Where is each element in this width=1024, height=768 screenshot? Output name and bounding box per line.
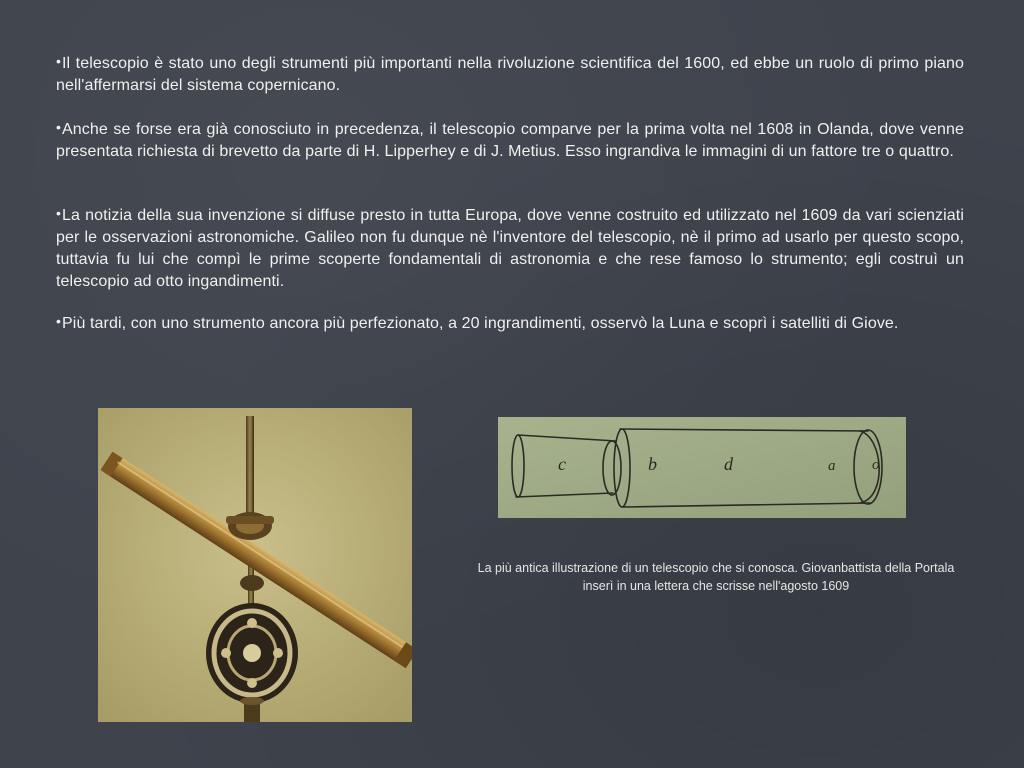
bullet: • xyxy=(56,119,62,135)
paragraph-text: Anche se forse era già conosciuto in precedenza, il telescopio comparve per la prima volta nel 1608 in Olanda, dove venne presentata richiesta di brevetto da parte di H. Lipperhey e di J. Metius. Esso ingrandiva le immagini di un fattore tre o quattro. xyxy=(56,121,964,160)
bullet: • xyxy=(56,313,62,329)
sketch-label-b: b xyxy=(648,454,657,474)
paragraph-galileo-discoveries xyxy=(56,310,964,335)
sketch-label-d: d xyxy=(724,454,733,474)
paragraph-telescope-diffusion xyxy=(56,202,964,293)
telescope-sketch xyxy=(498,417,906,518)
galileo-telescope-photo xyxy=(98,408,412,722)
paragraph-text: La notizia della sua invenzione si diffuse presto in tutta Europa, dove venne costruito ed utilizzato nel 1609 da vari scienziati per le osservazioni astronomiche. Galileo non fu dunque nè l'inventore del telescopio, nè il primo ad usarlo per questo scopo, tuttavia fu lui che compì le prime scoperte fondamentali di astronomia e che rese famoso lo strumento; egli costruì un telescopio ad otto ingandimenti. xyxy=(56,207,964,290)
sketch-caption: La più antica illustrazione di un telescopio che si conosca. Giovanbattista della Portala inserì in una lettera che scrisse nell'agosto 1609 xyxy=(477,561,955,593)
bullet: • xyxy=(56,53,62,69)
bullet: • xyxy=(56,205,62,221)
paragraph-text: Il telescopio è stato uno degli strumenti più importanti nella rivoluzione scientifica del 1600, ed ebbe un ruolo di primo piano nell'affermarsi del sistema copernicano. xyxy=(56,55,964,94)
sketch-label-a: a xyxy=(828,458,836,474)
sketch-label-o: o xyxy=(872,457,880,473)
paragraph-telescope-importance xyxy=(56,50,964,97)
paragraph-telescope-origin xyxy=(56,116,964,163)
sketch-label-c: c xyxy=(558,454,566,474)
paragraph-text: Più tardi, con uno strumento ancora più perfezionato, a 20 ingrandimenti, osservò la Luna e scoprì i satelliti di Giove. xyxy=(62,315,899,332)
